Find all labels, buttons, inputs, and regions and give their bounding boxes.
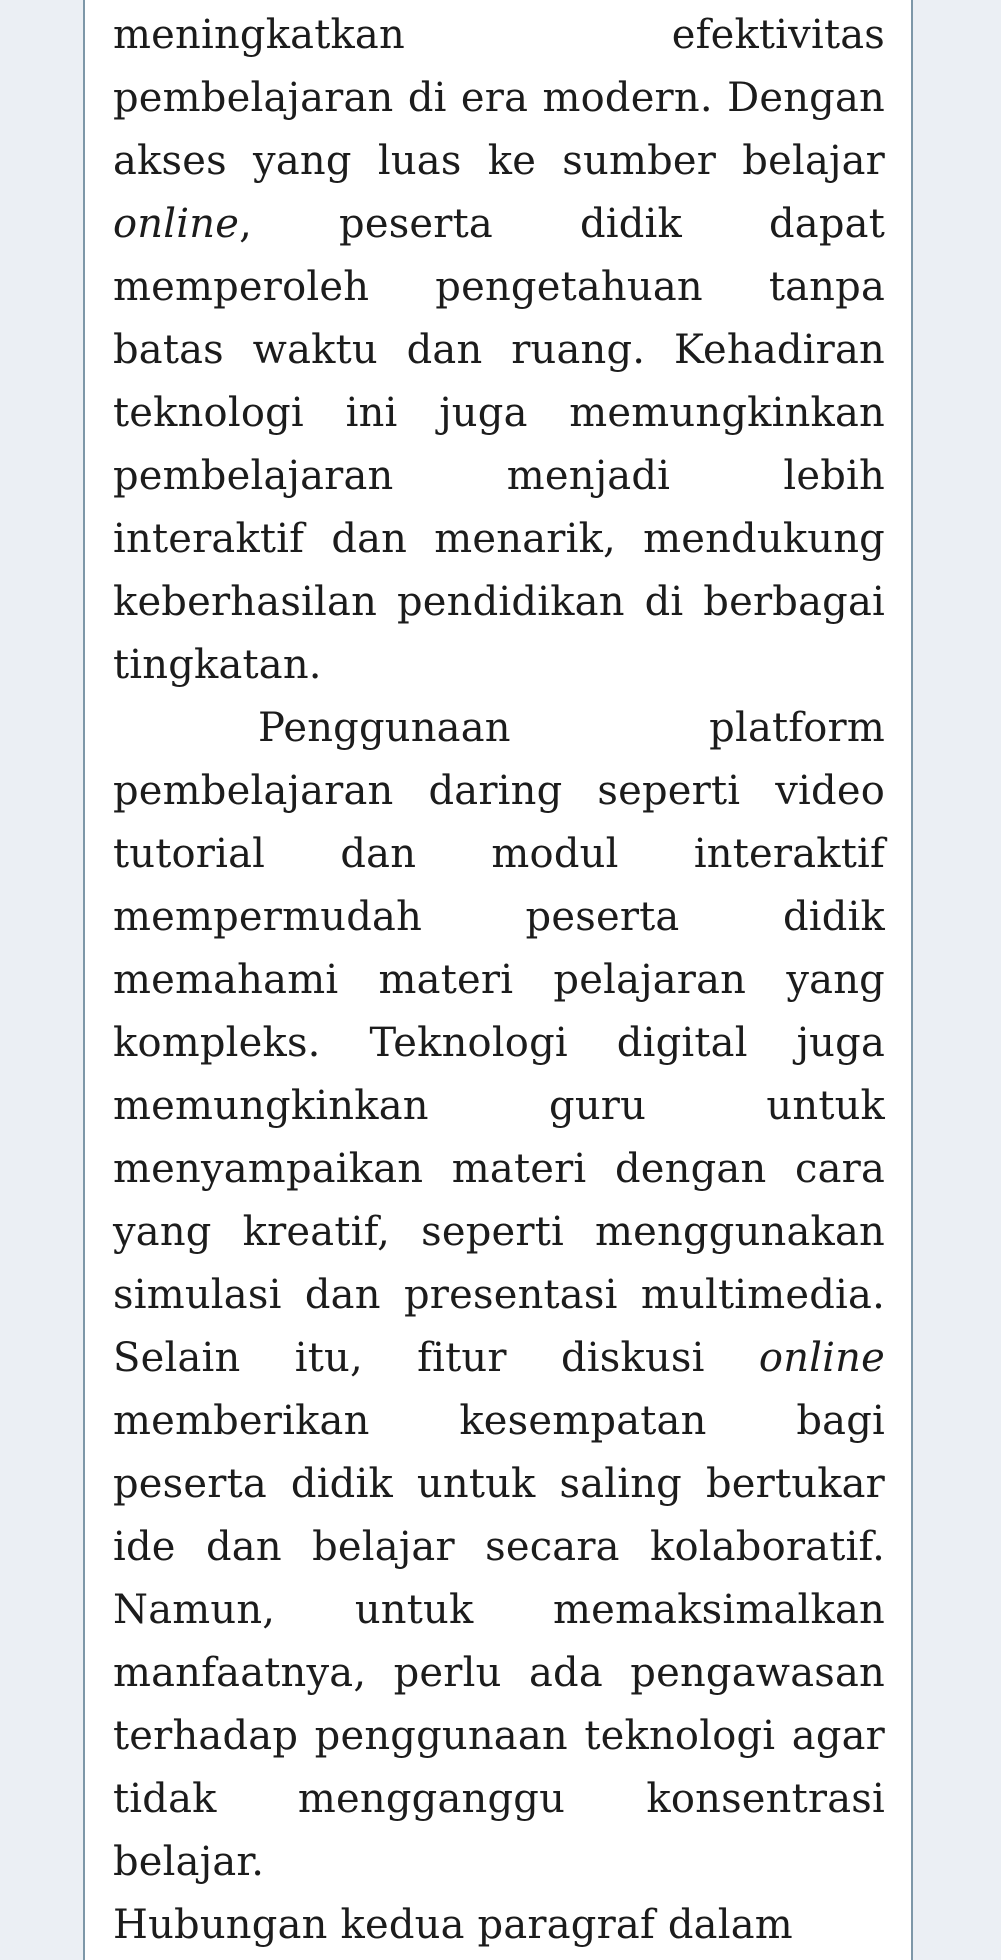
paragraph-2-text-a: Penggunaan platform pembelajaran daring seperti video tutorial dan modul interaktif mempermudah peserta didik memahami materi pelajaran yang kompleks. Teknologi digital juga memungkinkan guru untuk menyampaikan materi dengan cara yang kreatif, seperti menggunakan simulasi dan presentasi multimedia. Selain itu, fitur diskusi	[113, 705, 885, 1381]
paragraph-3-text-a: Hubungan kedua paragraf dalam	[113, 1902, 793, 1948]
paragraph-1	[113, 4, 885, 697]
paragraph-2	[113, 697, 885, 1894]
paragraph-1-text-a: meningkatkan efektivitas pembelajaran di era modern. Dengan akses yang luas ke sumber belajar	[113, 12, 885, 184]
paragraph-1-italic-online: online	[113, 201, 240, 247]
document-body	[113, 4, 885, 1957]
paragraph-2-text-b: memberikan kesempatan bagi peserta didik untuk saling bertukar ide dan belajar secara kolaboratif. Namun, untuk memaksimalkan manfaatnya, perlu ada pengawasan terhadap penggunaan teknologi agar tidak mengganggu konsentrasi belajar.	[113, 1398, 885, 1885]
paragraph-2-italic-online: online	[758, 1335, 885, 1381]
paragraph-3	[113, 1894, 885, 1957]
document-page	[83, 0, 913, 1960]
paragraph-1-text-b: , peserta didik dapat memperoleh pengetahuan tanpa batas waktu dan ruang. Kehadiran teknologi ini juga memungkinkan pembelajaran menjadi lebih interaktif dan menarik, mendukung keberhasilan pendidikan di berbagai tingkatan.	[113, 201, 885, 688]
